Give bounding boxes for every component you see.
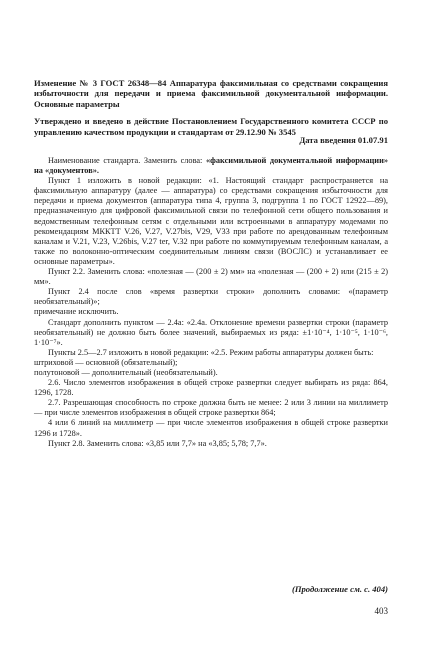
paragraph-item-1: Пункт 1 изложить в новой редакции: «1. Настоящий стандарт распространяется на факсимильную аппаратуру (далее — аппаратура) со средствами сокращения избыточности для передачи и приема документов (аппаратура типа 4, группа 3, подгруппа 1 по ГОСТ 12922—89), предназначенную для цифровой факсимильной связи по телефонной сети общего пользования и ведомственным телефонным сетям с отдельными или встроенными в аппаратуру модемами по рекомендациям МККТТ V.26, V.27, V.27bis, V29, V33 при работе по арендованным телефонным каналам и V.21, V.23, V.26bis, V.27 ter, V.32 при работе по коммутируемым телефонным каналам, а также по волоконно-оптическим соединительным линиям связи (ВОСЛС) и устанавливает ее основные параметры». [34,176,388,266]
paragraph-note-removed: примечание исключить. [34,307,119,317]
paragraph-item-2-4a: Стандарт дополнить пунктом — 2.4а: «2.4а. Отклонение времени развертки строки (параметр необязательный) не должно быть более значений, выбираемых из ряда: ±1·10⁻⁴, 1·10⁻⁵, 1·10⁻⁶, 1·10⁻⁷». [34,317,388,347]
effective-date: Дата введения 01.07.91 [299,135,388,145]
paragraph-mode-line: штриховой — основной (обязательный); [34,357,178,367]
amendment-title: Изменение № 3 ГОСТ 26348—84 Аппаратура факсимильная со средствами сокращения избыточности для передачи и приема факсимильной документальной информации. Основные параметры [34,78,388,109]
continuation-note: (Продолжение см. с. 404) [291,584,388,594]
paragraph-item-2-7: 2.7. Разрешающая способность по строке должна быть не менее: 2 или 3 линии на миллиметр — при числе элементов изображения в общей строке развертки 864; [34,398,388,418]
paragraph-item-2-2: Пункт 2.2. Заменить слова: «полезная — (200 ± 2) мм» на «полезная — (200 + 2) или (215 ± 2) мм». [34,267,388,287]
paragraph-item-2-6: 2.6. Число элементов изображения в общей строке развертки следует выбирать из ряда: 864, 1296, 1728. [34,378,388,398]
paragraph-items-2-5-2-7: Пункты 2.5—2.7 изложить в новой редакции: «2.5. Режим работы аппаратуры должен быть: [48,347,374,357]
paragraph-mode-halftone: полутоновой — дополнительный (необязательный). [34,367,218,377]
paragraph-text: Наименование стандарта. Заменить слова: [48,156,206,165]
document-body [34,156,388,449]
bold-text: «факсимильной документальной информации» на «документов». [34,156,388,176]
paragraph-item-2-4: Пункт 2.4 после слов «время развертки строки» дополнить словами: «(параметр необязательный)»; [34,287,388,307]
approval-statement: Утверждено и введено в действие Постановлением Государственного комитета СССР по управлению качеством продукции и стандартам от 29.12.90 № 3545 [34,116,388,137]
paragraph-title-change [34,156,388,176]
paragraph-item-2-8: Пункт 2.8. Заменить слова: «3,85 или 7,7» на «3,85; 5,78; 7,7». [48,438,267,448]
page-number: 403 [374,606,388,616]
paragraph-item-2-7-cont: 4 или 6 линий на миллиметр — при числе элементов изображения в общей строке развертки 1296 и 1728». [34,418,388,438]
